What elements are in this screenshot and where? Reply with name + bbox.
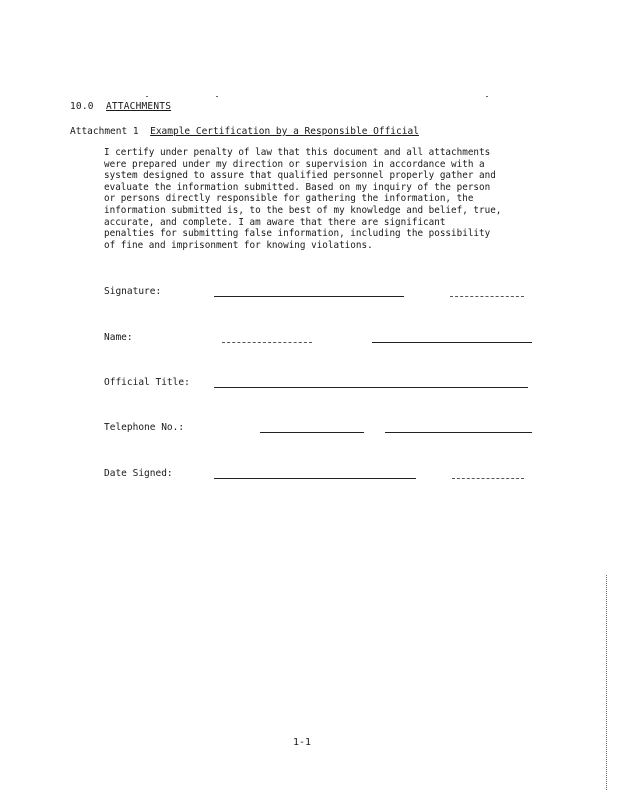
signature-label: Signature: xyxy=(104,286,162,297)
attachment-heading xyxy=(70,126,419,137)
certification-line: or persons directly responsible for gathering the information, the xyxy=(104,193,474,205)
telephone-label: Telephone No.: xyxy=(104,422,185,433)
date-signed-label: Date Signed: xyxy=(104,468,173,479)
signature-line[interactable] xyxy=(214,296,404,297)
certification-line: system designed to assure that qualified personnel properly gather and xyxy=(104,170,496,182)
certification-statement xyxy=(104,147,540,251)
section-title: ATTACHMENTS xyxy=(106,101,172,112)
section-heading xyxy=(70,101,171,112)
scan-edge-mark xyxy=(606,575,607,790)
attachment-title: Example Certification by a Responsible Official xyxy=(150,126,419,137)
scan-speck xyxy=(216,96,218,97)
scan-speck xyxy=(486,96,488,97)
certification-line: penalties for submitting false information, including the possibility xyxy=(104,228,491,240)
date-signed-line-extension xyxy=(452,478,524,479)
certification-line: accurate, and complete. I am aware that there are significant xyxy=(104,216,446,228)
scan-speck xyxy=(146,96,148,97)
name-line[interactable] xyxy=(222,342,312,343)
certification-line: I certify under penalty of law that this document and all attachments xyxy=(104,147,491,158)
certification-line: evaluate the information submitted. Based on my inquiry of the person xyxy=(104,181,491,193)
telephone-line-extension xyxy=(385,432,532,433)
certification-line: information submitted is, to the best of my knowledge and belief, true, xyxy=(104,204,502,216)
signature-line-extension xyxy=(450,296,524,297)
page-number: 1-1 xyxy=(293,737,312,748)
telephone-line[interactable] xyxy=(260,432,364,433)
name-line-extension xyxy=(372,342,532,343)
section-number: 10.0 xyxy=(70,101,94,112)
certification-line: were prepared under my direction or supervision in accordance with a xyxy=(104,158,485,170)
official-title-line[interactable] xyxy=(214,387,528,388)
official-title-label: Official Title: xyxy=(104,377,190,388)
attachment-prefix: Attachment 1 xyxy=(70,126,139,137)
date-signed-line[interactable] xyxy=(214,478,416,479)
name-label: Name: xyxy=(104,332,133,343)
certification-line: of fine and imprisonment for knowing violations. xyxy=(104,239,373,251)
